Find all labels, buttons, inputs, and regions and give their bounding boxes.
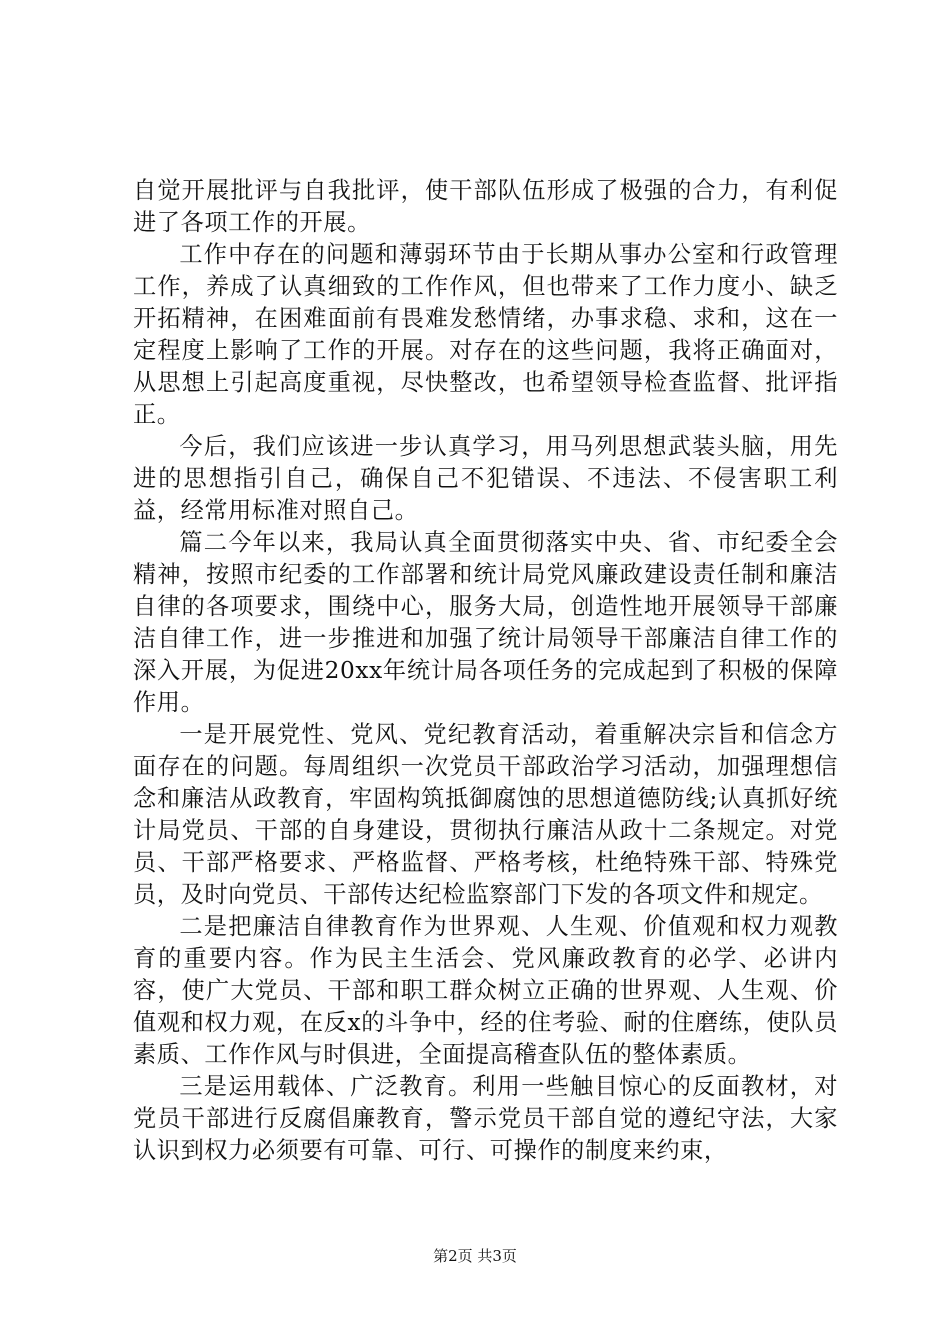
paragraph-3: 今后，我们应该进一步认真学习，用马列思想武装头脑，用先进的思想指引自己，确保自己不犯错误、不违法、不侵害职工利益，经常用标准对照自己。 [133, 433, 838, 524]
document-body [133, 175, 838, 1167]
paragraph-6: 二是把廉洁自律教育作为世界观、人生观、价值观和权力观教育的重要内容。作为民主生活会、党风廉政教育的必学、必讲内容，使广大党员、干部和职工群众树立正确的世界观、人生观、价值观和权力观，在反x的斗争中，经的住考验、耐的住磨练，使队员素质、工作作风与时俱进，全面提高稽查队伍的整体素质。 [133, 913, 838, 1068]
paragraph-2: 工作中存在的问题和薄弱环节由于长期从事办公室和行政管理工作，养成了认真细致的工作作风，但也带来了工作力度小、缺乏开拓精神，在困难面前有畏难发愁情绪，办事求稳、求和，这在一定程度上影响了工作的开展。对存在的这些问题，我将正确面对，从思想上引起高度重视，尽快整改，也希望领导检查监督、批评指正。 [133, 241, 838, 428]
paragraph-7: 三是运用载体、广泛教育。利用一些触目惊心的反面教材，对党员干部进行反腐倡廉教育，警示党员干部自觉的遵纪守法，大家认识到权力必须要有可靠、可行、可操作的制度来约束， [133, 1073, 838, 1164]
paragraph-1: 自觉开展批评与自我批评，使干部队伍形成了极强的合力，有利促进了各项工作的开展。 [133, 177, 838, 236]
page-number-footer: 第2页 共3页 [433, 1247, 517, 1265]
paragraph-4: 篇二今年以来，我局认真全面贯彻落实中央、省、市纪委全会精神，按照市纪委的工作部署和统计局党风廉政建设责任制和廉洁自律的各项要求，围绕中心，服务大局，创造性地开展领导干部廉洁自律工作，进一步推进和加强了统计局领导干部廉洁自律工作的深入开展，为促进20xx年统计局各项任务的完成起到了积极的保障作用。 [133, 529, 838, 716]
paragraph-5: 一是开展党性、党风、党纪教育活动，着重解决宗旨和信念方面存在的问题。每周组织一次党员干部政治学习活动，加强理想信念和廉洁从政教育，牢固构筑抵御腐蚀的思想道德防线;认真抓好统计局党员、干部的自身建设，贯彻执行廉洁从政十二条规定。对党员、干部严格要求、严格监督、严格考核，杜绝特殊干部、特殊党员，及时向党员、干部传达纪检监察部门下发的各项文件和规定。 [133, 721, 838, 908]
